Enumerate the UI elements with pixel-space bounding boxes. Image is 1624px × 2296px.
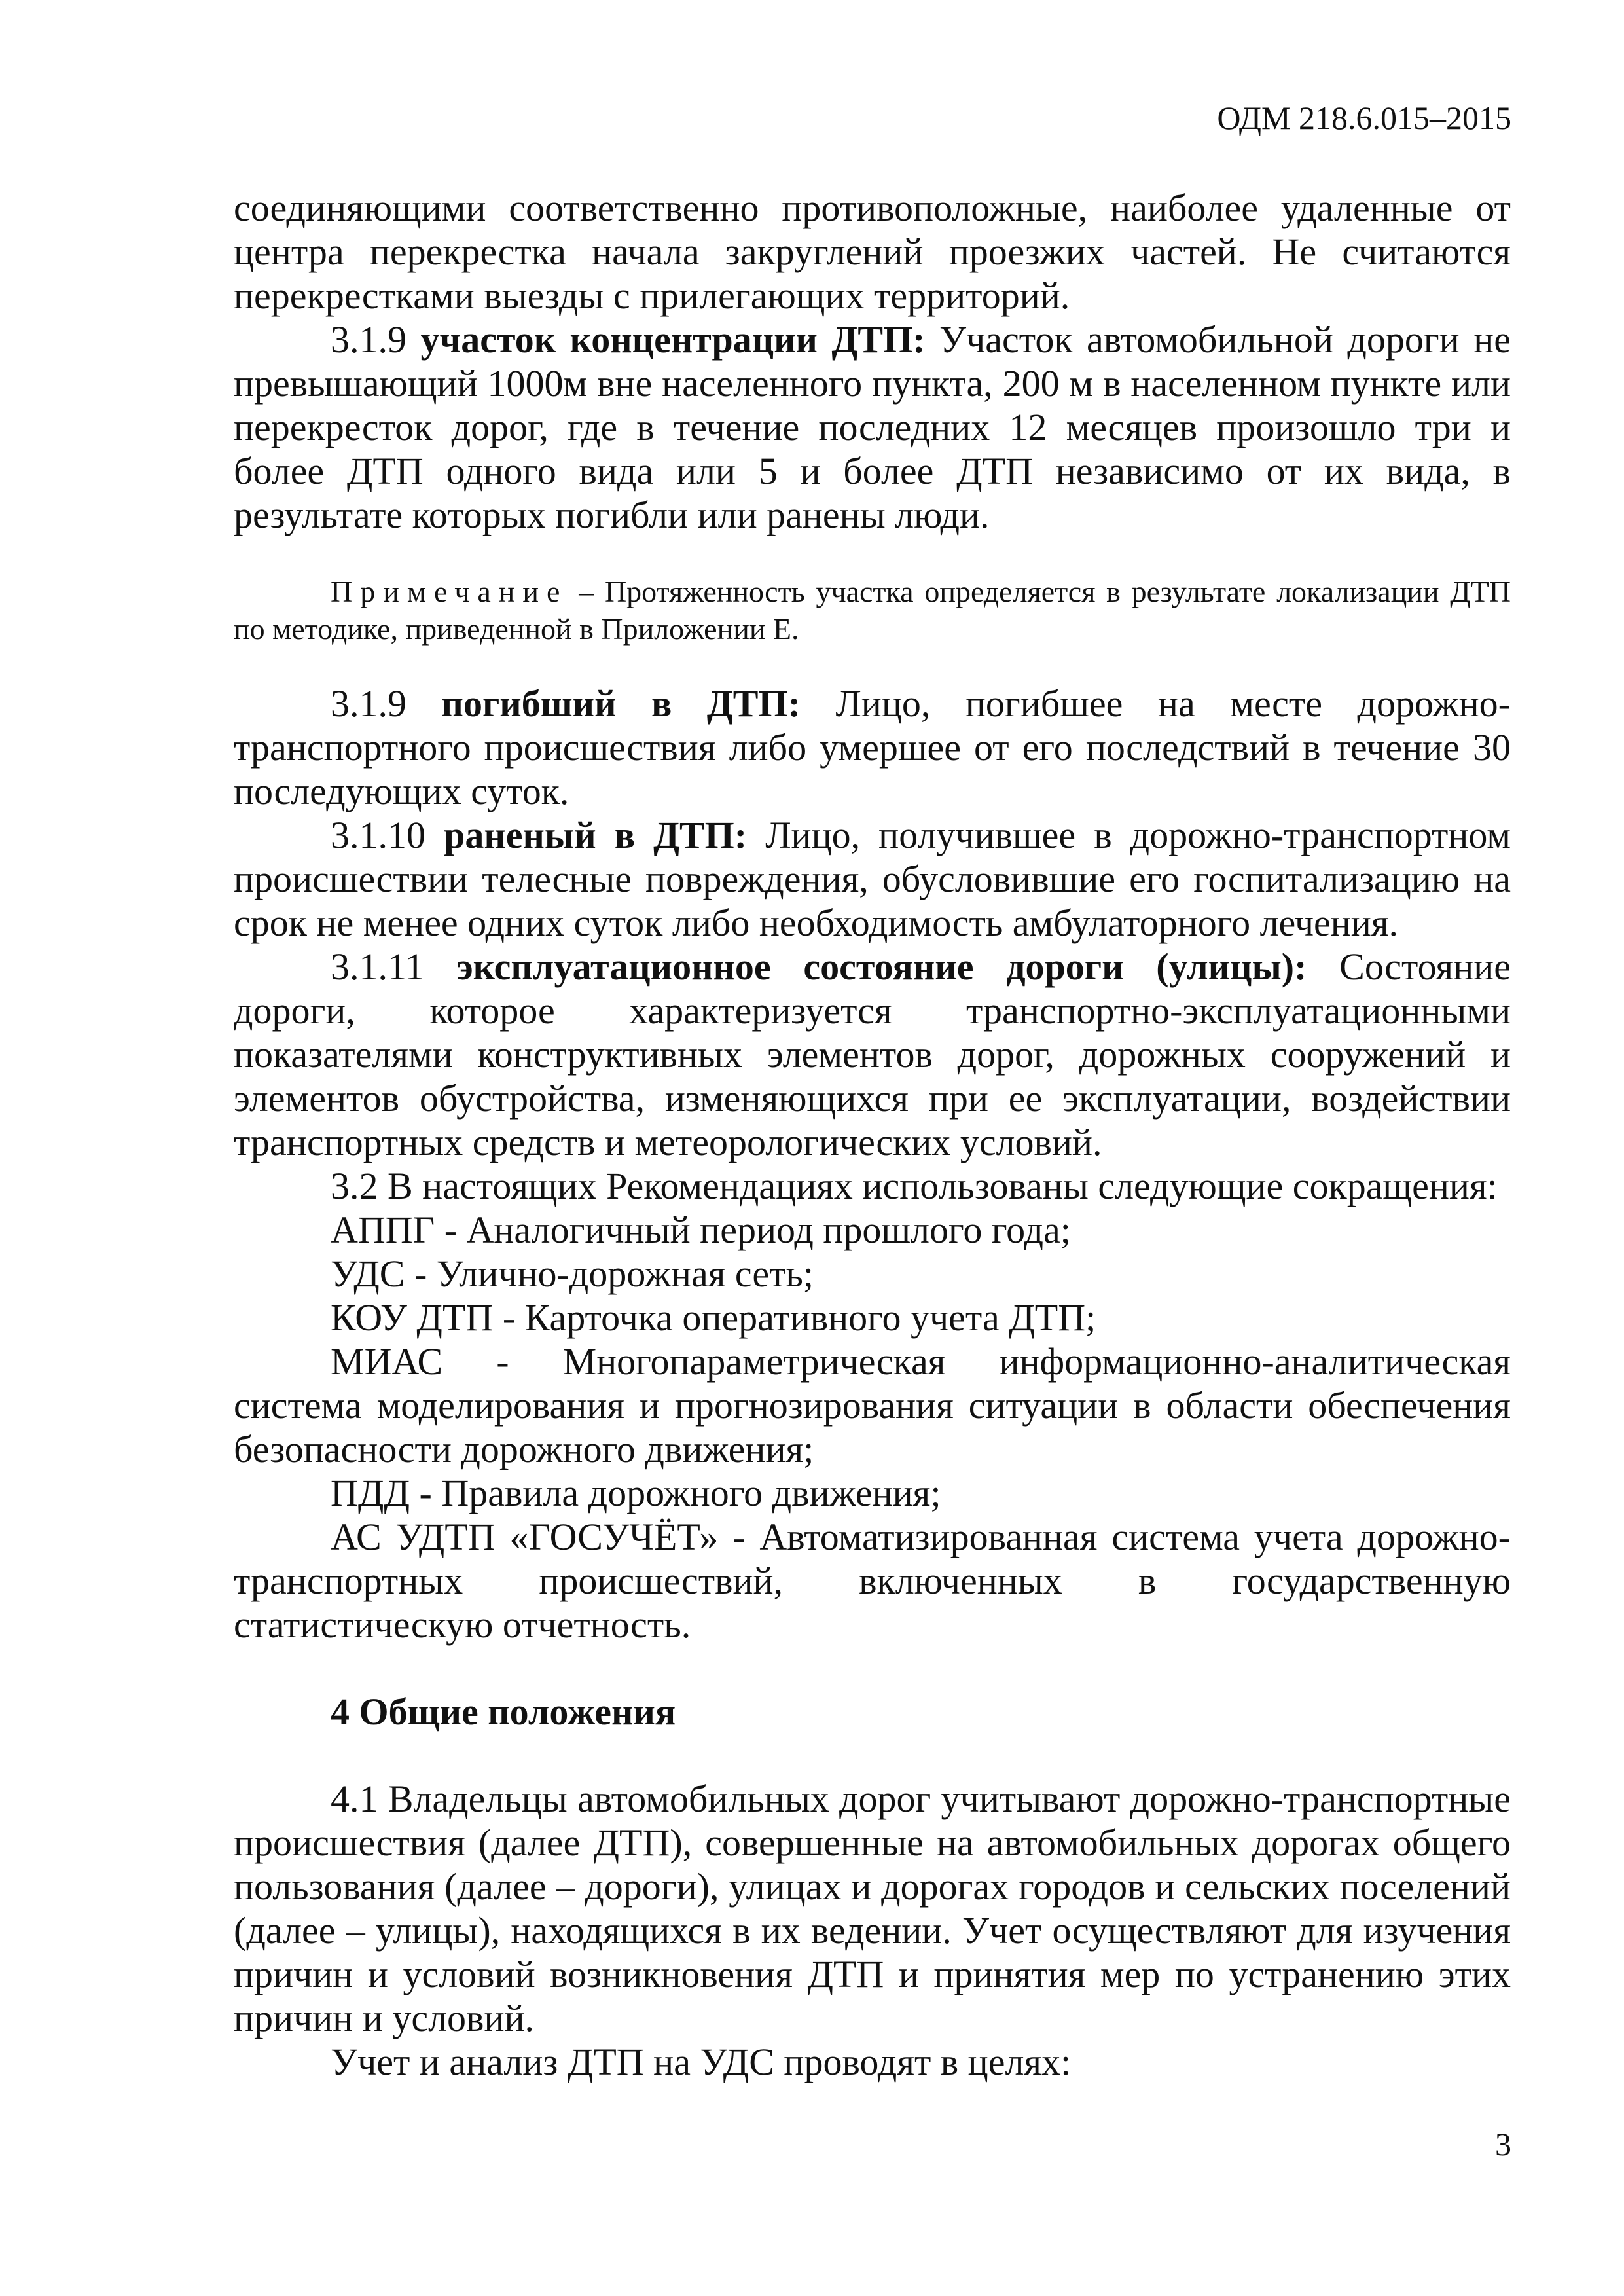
defined-term: раненый в ДТП: — [444, 814, 748, 856]
definition-text: Лицо, погибшее на месте дорожно-транспортного происшествия либо умершее от его последствий в течение 30 последующих суток. — [234, 682, 1511, 812]
definition-killed-in-accident — [234, 682, 1511, 813]
paragraph-4-1: 4.1 Владельцы автомобильных дорог учитывают дорожно-транспортные происшествия (далее ДТП), совершенные на автомобильных дорогах общего пользования (далее – дороги), улицах и дорогах городов и сельских поселений (далее – улицы), находящихся в их ведении. Учет осуществляют для изучения причин и условий возникновения ДТП и принятия мер по устранению этих причин и условий. — [234, 1777, 1511, 2039]
section-heading: 4 Общие положения — [331, 1690, 676, 1733]
document-code-header: ОДМ 218.6.015–2015 — [1217, 100, 1511, 136]
abbreviation-as-udtp: АС УДТП «ГОСУЧЁТ» - Автоматизированная система учета дорожно-транспортных происшествий, включенных в государственную статистическую отчетность. — [234, 1516, 1511, 1646]
abbreviation-appg: АППГ - Аналогичный период прошлого года; — [331, 1209, 1071, 1251]
defined-term: погибший в ДТП: — [441, 682, 801, 725]
defined-term: участок концентрации ДТП: — [420, 318, 926, 361]
note-text: – Протяженность участка определяется в результате локализации ДТП по методике, приведенной в Приложении Е. — [234, 575, 1511, 646]
definition-accident-concentration-area — [234, 318, 1511, 537]
paragraph-intersection-continuation: соединяющими соответственно противоположные, наиболее удаленные от центра перекрестка начала закруглений проезжих частей. Не считаются перекрестками выезды с прилегающих территорий. — [234, 187, 1511, 317]
definition-text: Состояние дороги, которое характеризуется транспортно-эксплуатационными показателями конструктивных элементов дорог, дорожных сооружений и элементов обустройства, изменяющихся при ее эксплуатации, воздействии транспортных средств и метеорологических условий. — [234, 945, 1511, 1163]
clause-number: 3.1.10 — [331, 814, 425, 856]
definition-text: Участок автомобильной дороги не превышающий 1000м вне населенного пункта, 200 м в населенном пункте или перекресток дорог, где в течение последних 12 месяцев произошло три и более ДТП одного вида или 5 и более ДТП независимо от их вида, в результате которых погибли или ранены люди. — [234, 318, 1511, 536]
abbreviation-mias: МИАС - Многопараметрическая информационно-аналитическая система моделирования и прогнозирования ситуации в области обеспечения безопасности дорожного движения; — [234, 1340, 1511, 1470]
clause-number: 3.1.9 — [331, 318, 406, 361]
page-number: 3 — [1495, 2126, 1511, 2162]
abbreviation-kou-dtp: КОУ ДТП - Карточка оперативного учета ДТП; — [331, 1296, 1096, 1339]
defined-term: эксплуатационное состояние дороги (улицы): — [456, 945, 1307, 988]
clause-number: 3.1.11 — [331, 945, 424, 988]
note-paragraph — [234, 573, 1511, 647]
document-body — [234, 186, 1511, 2084]
clause-number: 3.1.9 — [331, 682, 406, 725]
abbreviation-uds: УДС - Улично-дорожная сеть; — [331, 1252, 814, 1295]
paragraph-analysis-goals: Учет и анализ ДТП на УДС проводят в целях: — [331, 2041, 1072, 2083]
definition-injured-in-accident — [234, 813, 1511, 945]
note-label: Примечание — [331, 575, 568, 608]
definition-text: Лицо, получившее в дорожно-транспортном происшествии телесные повреждения, обусловившие его госпитализацию на срок не менее одних суток либо необходимость амбулаторного лечения. — [234, 814, 1511, 944]
definition-road-operational-condition — [234, 945, 1511, 1164]
abbreviations-intro: 3.2 В настоящих Рекомендациях использованы следующие сокращения: — [331, 1165, 1498, 1207]
abbreviation-pdd: ПДД - Правила дорожного движения; — [331, 1472, 941, 1514]
